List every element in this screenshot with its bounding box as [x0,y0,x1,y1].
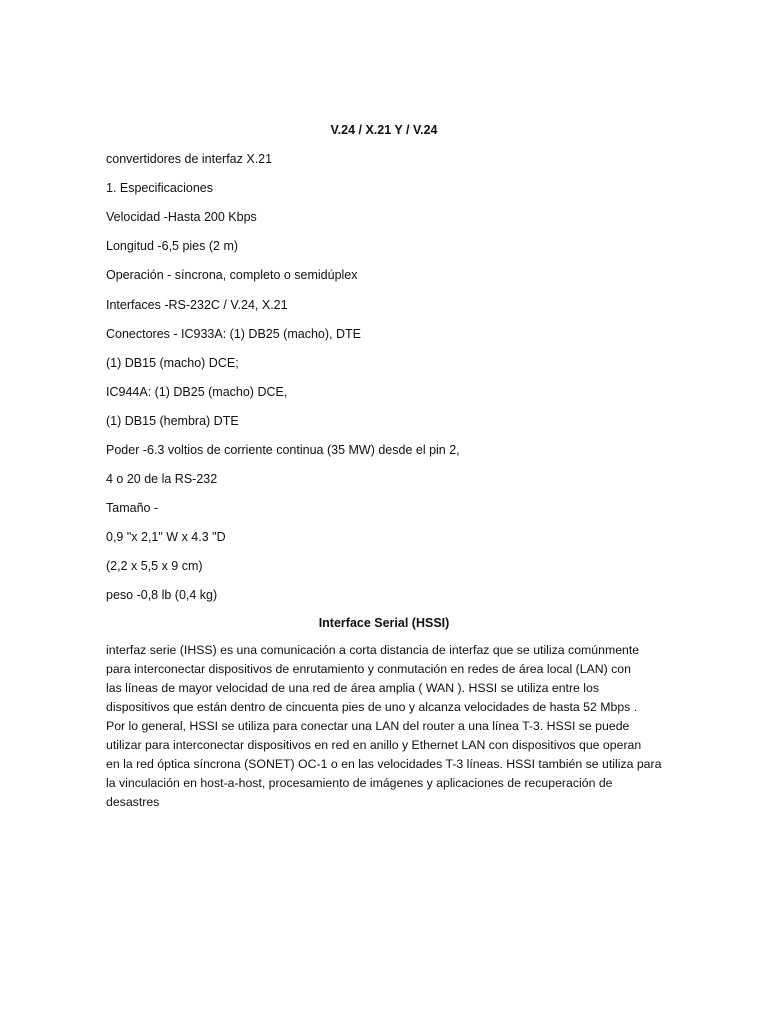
text-line: peso -0,8 lb (0,4 kg) [106,588,218,602]
paragraph-line: utilizar para interconectar dispositivos en red en anillo y Ethernet LAN con dispositivos que operan [106,738,642,752]
text-line: Velocidad -Hasta 200 Kbps [106,210,257,224]
text-line: Operación - síncrona, completo o semidúplex [106,268,358,282]
text-line: 1. Especificaciones [106,181,214,195]
text-line: 4 o 20 de la RS-232 [106,472,218,486]
text-line: (2,2 x 5,5 x 9 cm) [106,559,203,573]
paragraph-line: interfaz serie (IHSS) es una comunicación a corta distancia de interfaz que se utiliza comúnmente [106,643,640,657]
text-line: Poder -6.3 voltios de corriente continua (35 MW) desde el pin 2, [106,443,460,457]
text-line: convertidores de interfaz X.21 [106,152,273,166]
text-line: 0,9 "x 2,1" W x 4.3 "D [106,530,226,544]
paragraph-line: en la red óptica síncrona (SONET) OC-1 o en las velocidades T-3 líneas. HSSI también se utiliza para [106,757,662,771]
document-title: V.24 / X.21 Y / V.24 [330,123,438,137]
text-line: Interfaces -RS-232C / V.24, X.21 [106,298,288,312]
paragraph-line: la vinculación en host-a-host, procesamiento de imágenes y aplicaciones de recuperación de [106,776,613,790]
section-heading: Interface Serial (HSSI) [318,616,450,630]
paragraph-line: para interconectar dispositivos de enrutamiento y conmutación en redes de área local (LAN) con [106,662,631,676]
paragraph-line: dispositivos que están dentro de cincuenta pies de uno y alcanza velocidades de hasta 52 Mbps . [106,700,638,714]
text-line: Tamaño - [106,501,159,515]
paragraph-line: desastres [106,795,160,809]
text-line: Conectores - IC933A: (1) DB25 (macho), DTE [106,327,361,341]
text-line: IC944A: (1) DB25 (macho) DCE, [106,385,288,399]
text-line: Longitud -6,5 pies (2 m) [106,239,239,253]
text-line: (1) DB15 (hembra) DTE [106,414,239,428]
body-paragraph [106,641,666,812]
paragraph-line: las líneas de mayor velocidad de una red de área amplia ( WAN ). HSSI se utiliza entre los [106,681,600,695]
paragraph-line: Por lo general, HSSI se utiliza para conectar una LAN del router a una línea T-3. HSSI se puede [106,719,630,733]
text-line: (1) DB15 (macho) DCE; [106,356,239,370]
